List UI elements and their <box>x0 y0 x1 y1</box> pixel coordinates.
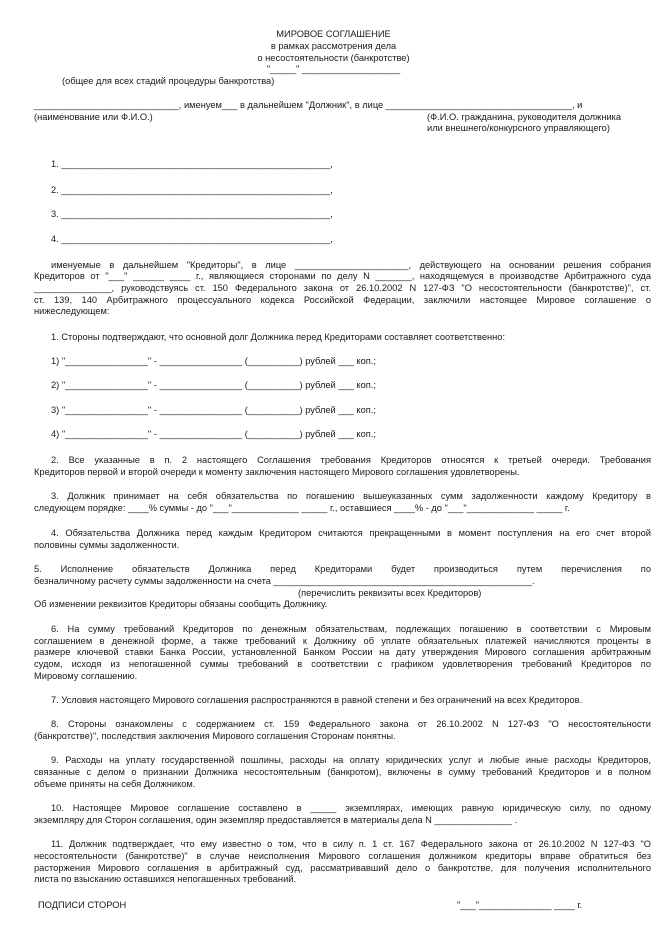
creditor-item: 1. ____________________________________________________, <box>51 159 333 169</box>
clause-5: 5. Исполнение обязательств Должника перед Кредиторами будет производиться путем перечисления по <box>34 564 651 574</box>
signatures-label: ПОДПИСИ СТОРОН <box>38 900 127 910</box>
clause-11: 11. Должник подтверждает, что ему известно о том, что в силу п. 1 ст. 167 Федерального закона от 26.10.2002 N 127-ФЗ "О <box>51 839 651 849</box>
debt-item: 1) "________________" - ________________ (__________) рублей ___ коп.; <box>51 356 376 366</box>
creditor-item: 3. ____________________________________________________, <box>51 209 333 219</box>
debt-item: 2) "________________" - ________________ (__________) рублей ___ коп.; <box>51 380 376 390</box>
intro-line: нижеследующем: <box>34 306 110 316</box>
clause-8: (банкротстве)", последствия заключения Мирового соглашения Сторонам понятны. <box>34 731 396 741</box>
clause-5-caption: (перечислить реквизиты всех Кредиторов) <box>298 588 482 598</box>
document-title: МИРОВОЕ СОГЛАШЕНИЕ <box>276 29 391 39</box>
clause-5: Об изменении реквизитов Кредиторы обязаны сообщить Должнику. <box>34 599 328 609</box>
clause-11: листа по взысканию оставшихся непогашенных требований. <box>34 874 297 884</box>
clause-2: Кредиторов первой и второй очереди к моменту заключения настоящего Мирового соглашения удовлетворены. <box>34 467 520 477</box>
case-date-blank: "_____" ___________________ <box>266 64 401 74</box>
clause-6: размере ключевой ставки Банка России, установленной Банком России на дату утверждения Мирового соглашения арбитражным <box>34 647 651 657</box>
clause-5: безналичному расчету суммы задолженности на счета __________________________________________________. <box>34 576 535 586</box>
clause-1: 1. Стороны подтверждают, что основной долг Должника перед Кредиторами составляет соответственно: <box>51 332 506 342</box>
debtor-caption-right: или внешнего/конкурсного управляющего) <box>427 123 610 133</box>
debtor-caption-left: (наименование или Ф.И.О.) <box>34 112 153 122</box>
debt-item: 4) "________________" - ________________ (__________) рублей ___ коп.; <box>51 429 376 439</box>
clause-4: 4. Обязательства Должника перед каждым Кредитором считаются прекращенными в момент поступления на его счет второй <box>51 528 651 538</box>
clause-6: 6. На сумму требований Кредиторов по денежным обязательствам, подлежащих погашению в соответствии с Мировым <box>51 624 651 634</box>
clause-2: 2. Все указанные в п. 2 настоящего Соглашения требования Кредиторов относятся к третьей очереди. Требования <box>51 455 651 465</box>
clause-3: следующем порядке: ____% суммы - до "___"_____________ _____ г., оставшиеся ____% - до "___"_____________ _____ г. <box>34 503 570 513</box>
clause-10: 10. Настоящее Мировое соглашение составлено в _____ экземплярах, имеющих равную юридическую силу, по одному <box>51 803 651 813</box>
clause-6: соглашением в денежной форме, а также требований к Должнику об уплате обязательных платежей начисляются проценты в <box>34 636 651 646</box>
clause-9: объеме приняты на себя Должником. <box>34 779 196 789</box>
debtor-line: ____________________________, именуем___ в дальнейшем "Должник", в лице ____________________________________, и <box>34 100 583 110</box>
signatures-date: "___"______________ ____ г. <box>457 900 583 910</box>
creditor-item: 2. ____________________________________________________, <box>51 185 333 195</box>
clause-4: половины суммы задолженности. <box>34 540 180 550</box>
intro-line: ст. 139, 140 Арбитражного процессуального кодекса Российской Федерации, заключили настоящее Мировое соглашение о <box>34 295 651 305</box>
clause-6: судом, исходя из непогашенной суммы требований в соответствии с графиком удовлетворения требований Кредиторов по <box>34 659 651 669</box>
title-subline: в рамках рассмотрения дела <box>270 41 397 51</box>
clause-11: расторжения Мирового соглашения в арбитражный суд, рассматривавший дело о банкротстве, для получения исполнительного <box>34 863 651 873</box>
clause-7: 7. Условия настоящего Мирового соглашения распространяются в равной степени и без ограничений на всех Кредиторов. <box>51 695 583 705</box>
debtor-caption-right: (Ф.И.О. гражданина, руководителя должника <box>427 112 622 122</box>
intro-line: Кредиторов от "___" ______ ____ г., являющиеся сторонами по делу N _______, находящемуся в производстве Арбитражного суда <box>34 271 651 281</box>
clause-9: связанные с делом о признании Должника несостоятельным (банкротом), включены в сумму требований Кредиторов и в полном <box>34 767 651 777</box>
intro-line: _______________, руководствуясь ст. 150 Федерального закона от 26.10.2002 N 127-ФЗ "О несостоятельности (банкротстве)", ст. <box>34 283 651 293</box>
clause-9: 9. Расходы на уплату государственной пошлины, расходы на оплату юридических услуг и любые иные расходы Кредиторов, <box>51 755 651 765</box>
title-note: (общее для всех стадий процедуры банкротства) <box>62 76 275 86</box>
clause-8: 8. Стороны ознакомлены с содержанием ст. 159 Федерального закона от 26.10.2002 N 127-ФЗ "О несостоятельности <box>51 719 651 729</box>
clause-3: 3. Должник принимает на себя обязательства по погашению вышеуказанных сумм задолженности каждому Кредитору в <box>51 491 651 501</box>
creditor-item: 4. ____________________________________________________, <box>51 234 333 244</box>
clause-10: экземпляру для Сторон соглашения, один экземпляр предоставляется в материалы дела N _______________ . <box>34 815 518 825</box>
clause-6: Мировому соглашению. <box>34 671 138 681</box>
debt-item: 3) "________________" - ________________ (__________) рублей ___ коп.; <box>51 405 376 415</box>
clause-11: несостоятельности (банкротстве)" в случае неисполнения Мирового соглашения должником кредиторы вправе обратиться без <box>34 851 651 861</box>
intro-line: именуемые в дальнейшем "Кредиторы", в лице ______________________, действующего на основании решения собрания <box>51 260 651 270</box>
title-subline: о несостоятельности (банкротстве) <box>257 53 410 63</box>
